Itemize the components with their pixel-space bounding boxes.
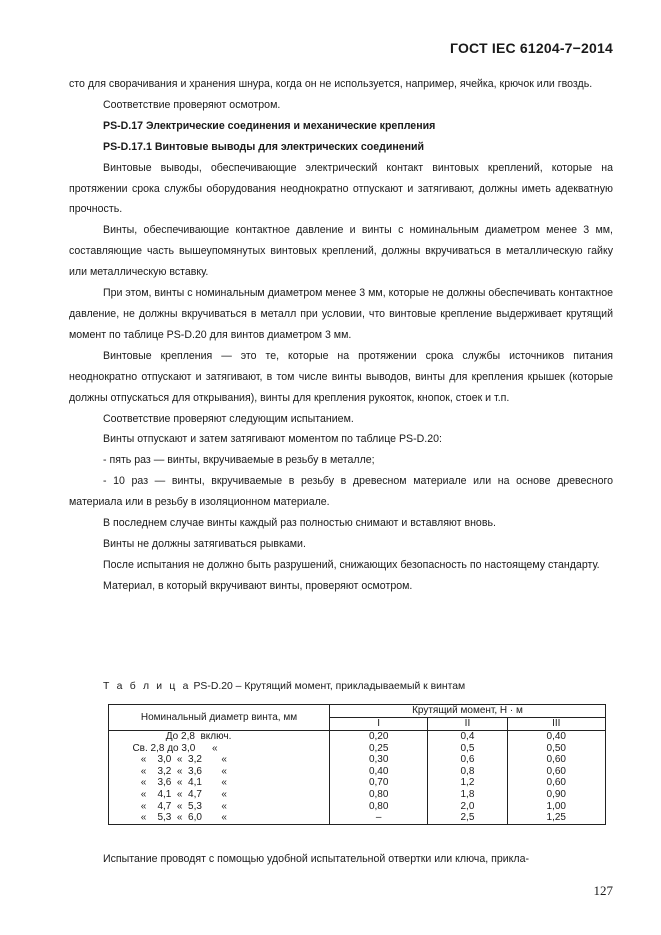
paragraph: Винты не должны затягиваться рывками. [103, 537, 306, 550]
torque-cell: 0,30 [330, 754, 428, 766]
body-text [69, 74, 613, 597]
header-col-1: I [330, 718, 428, 731]
paragraph: Винты отпускают и затем затягивают моментом по таблице PS-D.20: [103, 433, 442, 446]
diameter-cell: « 3,0 « 3,2 « [109, 754, 330, 766]
torque-cell: 0,20 [330, 731, 428, 743]
torque-cell: 2,5 [428, 812, 507, 824]
paragraph: сто для сворачивания и хранения шнура, когда он не используется, например, ячейка, крючок или гвоздь. [69, 78, 593, 90]
torque-cell: 1,8 [428, 789, 507, 801]
paragraph: При этом, винты с номинальным диаметром менее 3 мм, которые не должны обеспечивать контактное давление, не должны вкручиваться в металл при условии, что винтовые крепление выдерживает крутящий момент по таблице PS-D.20 для винтов диаметром 3 мм. [69, 287, 613, 341]
torque-cell: 0,60 [507, 777, 605, 789]
header-diameter: Номинальный диаметр винта, мм [109, 705, 330, 731]
list-item: - 10 раз — винты, вкручиваемые в резьбу в древесном материале или на основе древесного материала или в резьбу в изоляционном материале. [69, 475, 613, 509]
torque-cell: 0,60 [507, 766, 605, 778]
table-caption-prefix: Т а б л и ц а [103, 681, 191, 692]
paragraph: Винтовые выводы, обеспечивающие электрический контакт винтовых креплений, которые на протяжении срока службы оборудования неоднократно отпускают и затягивают, должны иметь адекватную прочность. [69, 161, 613, 216]
header-torque: Крутящий момент, Н · м [330, 705, 606, 718]
section-heading: PS-D.17 Электрические соединения и механические крепления [103, 119, 436, 132]
torque-cell: 0,80 [330, 801, 428, 813]
paragraph: Винтовые крепления — это те, которые на протяжении срока службы источников питания неоднократно отпускают и затягивают, в том числе винты выводов, винты для крепления крышек (которые должны отпускаться для открывания), винты для крепления рукояток, кнопок, стоек и т.п. [69, 349, 613, 404]
table-caption-text: PS-D.20 – Крутящий момент, прикладываемый к винтам [193, 681, 466, 692]
torque-cell: 0,5 [428, 743, 507, 755]
diameter-cell: Св. 2,8 до 3,0 « [109, 743, 330, 755]
paragraph: Соответствие проверяют следующим испытанием. [103, 412, 354, 425]
torque-cell: – [330, 812, 428, 824]
diameter-cell: « 4,1 « 4,7 « [109, 789, 330, 801]
torque-cell: 0,80 [330, 789, 428, 801]
table-row [109, 731, 606, 743]
torque-cell: 1,2 [428, 777, 507, 789]
paragraph: Материал, в который вкручивают винты, проверяют осмотром. [103, 579, 413, 592]
table-row [109, 777, 606, 789]
torque-cell: 0,50 [507, 743, 605, 755]
table-row [109, 812, 606, 824]
torque-cell: 2,0 [428, 801, 507, 813]
torque-table [108, 704, 606, 825]
diameter-cell: « 4,7 « 5,3 « [109, 801, 330, 813]
diameter-cell: « 5,3 « 6,0 « [109, 812, 330, 824]
torque-cell: 0,40 [330, 766, 428, 778]
torque-cell: 0,70 [330, 777, 428, 789]
header-col-3: III [507, 718, 605, 731]
diameter-cell: До 2,8 включ. [109, 731, 330, 743]
torque-cell: 0,8 [428, 766, 507, 778]
torque-cell: 1,00 [507, 801, 605, 813]
table-caption [103, 681, 465, 692]
torque-cell: 0,4 [428, 731, 507, 743]
page-number: 127 [593, 883, 613, 898]
document-header: ГОСТ IEC 61204-7−2014 [450, 40, 613, 56]
torque-cell: 0,6 [428, 754, 507, 766]
paragraph: Соответствие проверяют осмотром. [103, 98, 281, 111]
torque-cell: 0,25 [330, 743, 428, 755]
table-body [109, 731, 606, 825]
paragraph: В последнем случае винты каждый раз полностью снимают и вставляют вновь. [103, 517, 496, 530]
table-row [109, 789, 606, 801]
paragraph: Винты, обеспечивающие контактное давление и винты с номинальным диаметром менее 3 мм, составляющие часть вышеупомянутых винтовых креплений, должны вкручиваться в металлическую гайку или металлическую вставку. [69, 224, 613, 279]
header-col-2: II [428, 718, 507, 731]
torque-cell: 0,40 [507, 731, 605, 743]
torque-cell: 0,60 [507, 754, 605, 766]
torque-cell: 0,90 [507, 789, 605, 801]
diameter-cell: « 3,6 « 4,1 « [109, 777, 330, 789]
table-row [109, 743, 606, 755]
diameter-cell: « 3,2 « 3,6 « [109, 766, 330, 778]
table-row [109, 801, 606, 813]
torque-cell: 1,25 [507, 812, 605, 824]
list-item: - пять раз — винты, вкручиваемые в резьбу в металле; [103, 454, 375, 467]
subsection-heading: PS-D.17.1 Винтовые выводы для электрических соединений [103, 140, 425, 153]
paragraph: После испытания не должно быть разрушений, снижающих безопасность по настоящему стандарту. [103, 558, 600, 571]
table-row [109, 766, 606, 778]
paragraph-after-table: Испытание проводят с помощью удобной испытательной отвертки или ключа, прикла- [103, 853, 530, 865]
table-row [109, 754, 606, 766]
